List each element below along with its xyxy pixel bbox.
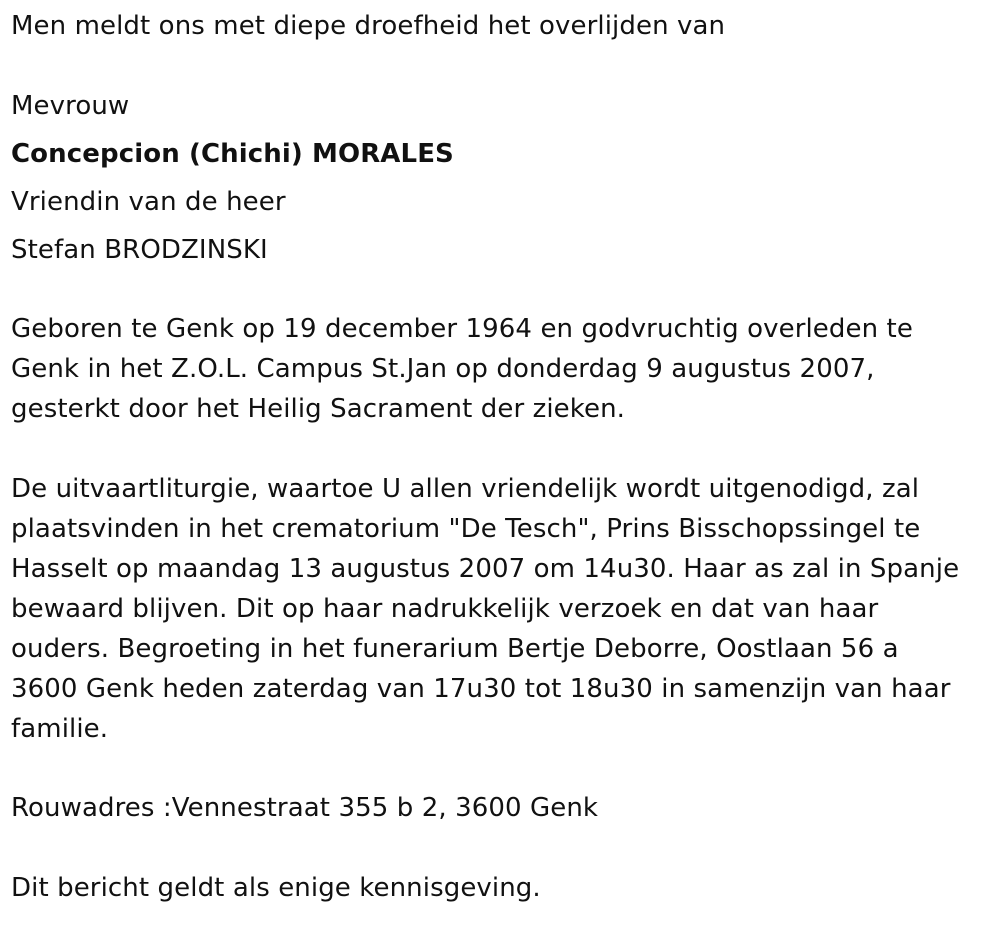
funeral-line: bewaard blijven. Dit op haar nadrukkelijk verzoek en dat van haar (11, 594, 879, 624)
birth-death-line: Genk in het Z.O.L. Campus St.Jan op donderdag 9 augustus 2007, (11, 354, 875, 384)
relation-line: Vriendin van de heer (11, 187, 286, 217)
deceased-name: Concepcion (Chichi) MORALES (11, 139, 454, 169)
salutation: Mevrouw (11, 91, 130, 121)
funeral-line: Hasselt op maandag 13 augustus 2007 om 14u30. Haar as zal in Spanje (11, 554, 960, 584)
mourning-address: Rouwadres :Vennestraat 355 b 2, 3600 Genk (11, 793, 599, 823)
partner-name: Stefan BRODZINSKI (11, 235, 268, 265)
birth-death-paragraph (11, 309, 991, 429)
funeral-paragraph (11, 469, 991, 749)
funeral-line: plaatsvinden in het crematorium "De Tesch", Prins Bisschopssingel te (11, 514, 921, 544)
funeral-line: 3600 Genk heden zaterdag van 17u30 tot 18u30 in samenzijn van haar (11, 674, 951, 704)
closing-text: Dit bericht geldt als enige kennisgeving. (11, 873, 541, 903)
birth-death-line: gesterkt door het Heilig Sacrament der zieken. (11, 394, 626, 424)
funeral-line: De uitvaartliturgie, waartoe U allen vriendelijk wordt uitgenodigd, zal (11, 474, 920, 504)
funeral-line: familie. (11, 714, 109, 744)
birth-death-line: Geboren te Genk op 19 december 1964 en godvruchtig overleden te (11, 314, 913, 344)
intro-text: Men meldt ons met diepe droefheid het overlijden van (11, 11, 726, 41)
funeral-line: ouders. Begroeting in het funerarium Bertje Deborre, Oostlaan 56 a (11, 634, 899, 664)
